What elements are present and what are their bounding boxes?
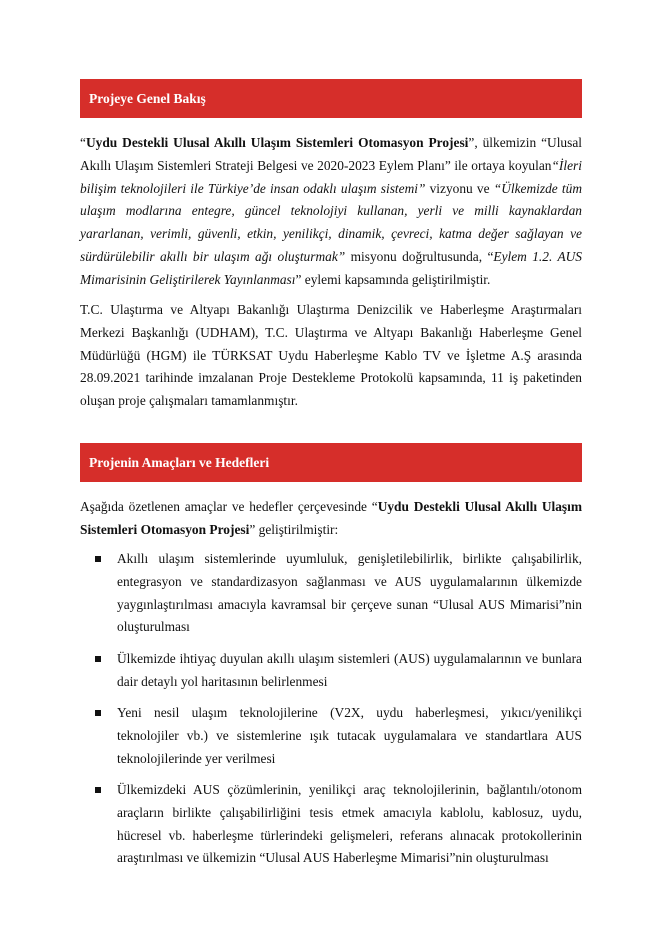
section-heading-goals [80, 443, 582, 482]
goals-list [80, 548, 582, 639]
list-item-text: Ülkemizde ihtiyaç duyulan akıllı ulaşım sistemleri (AUS) uygulamalarının ve bunlara dair detaylı yol haritasının belirlenmesi [117, 651, 582, 689]
section-heading-overview [80, 79, 582, 118]
list-item [80, 779, 582, 870]
overview-text-2: vizyonu ve [425, 180, 494, 196]
vision-text: “İleri bilişim teknolojileri ile Türkiye’de insan odaklı ulaşım sistemi” [80, 157, 582, 196]
list-item [80, 548, 582, 639]
goals-list-3 [80, 702, 582, 770]
goals-project-name: Uydu Destekli Ulusal Akıllı Ulaşım Sistemleri Otomasyon Projesi [80, 499, 582, 537]
list-item-text: Ülkemizdeki AUS çözümlerinin, yenilikçi araç teknolojilerinin, bağlantılı/otonom araçların birlikte çalışabilirliğini tesis etmek amacıyla kablolu, kablosuz, uydu, hücresel vb. haberleşme türlerindeki gelişmeleri, referans alınacak protokollerinin araştırılması ve ülkemizin “Ulusal AUS Haberleşme Mimarisi”nin oluşturulması [117, 782, 582, 866]
goals-intro-text-1: Aşağıda özetlenen amaçlar ve hedefler çerçevesinde “ [80, 499, 378, 514]
overview-text-4: ” eylemi kapsamında geliştirilmiştir. [295, 271, 491, 287]
section-heading-goals-text: Projenin Amaçları ve Hedefleri [89, 455, 270, 470]
bullet-square-icon [95, 556, 101, 562]
list-item-text: Akıllı ulaşım sistemlerinde uyumluluk, genişletilebilirlik, birlikte çalışabilirlik, entegrasyon ve standardizasyon sağlanması ve AUS uygulamalarının ülkemizde yaygınlaştırılması amacıyla kavramsal bir çerçeve sunan “Ulusal AUS Mimarisi”nin oluşturulması [117, 551, 582, 635]
list-item-text: Yeni nesil ulaşım teknolojilerine (V2X, uydu haberleşmesi, yıkıcı/yenilikçi teknolojiler vb.) ve sistemlerine ışık tutacak uygulamalara ve standartlara AUS teknolojilerinde yer verilmesi [117, 705, 582, 766]
section-heading-overview-text: Projeye Genel Bakış [89, 91, 206, 106]
quote-open: “ [80, 135, 86, 150]
overview-paragraph-1-text [80, 132, 582, 292]
overview-paragraph-2-text: T.C. Ulaştırma ve Altyapı Bakanlığı Ulaştırma Denizcilik ve Haberleşme Araştırmaları Merkezi Başkanlığı (UDHAM), T.C. Ulaştırma ve Altyapı Bakanlığı Haberleşme Genel Müdürlüğü (HGM) ile TÜRKSAT Uydu Haberleşme Kablo TV ve İşletme A.Ş arasında 28.09.2021 tarihinde imzalanan Proje Destekleme Protokolü kapsamında, 11 iş paketinden oluşan proje çalışmaları tamamlanmıştır. [80, 302, 582, 409]
bullet-square-icon [95, 787, 101, 793]
list-item [80, 702, 582, 770]
overview-paragraph-2 [80, 299, 582, 413]
goals-intro-paragraph [80, 496, 582, 542]
mission-text: “Ülkemizde tüm ulaşım modlarına entegre, güncel teknolojiyi kullanan, yerli ve milli kaynaklardan yararlanan, verimli, güvenli, etkin, yenilikçi, dinamik, çevreci, katma değer sağlayan ve sürdürülebilir akıllı bir ulaşım ağı oluşturmak” [80, 180, 582, 264]
overview-text-1: ”, ülkemizin “Ulusal Akıllı Ulaşım Sistemleri Strateji Belgesi ve 2020-2023 Eylem Planı” ile ortaya koyulan [80, 135, 582, 173]
action-text: Eylem 1.2. AUS Mimarisinin Geliştirilerek Yayınlanması [80, 248, 582, 287]
bullet-square-icon [95, 656, 101, 662]
list-item [80, 648, 582, 694]
goals-list-2 [80, 648, 582, 694]
goals-intro-text-2: ” geliştirilmiştir: [249, 521, 339, 537]
goals-list-4 [80, 779, 582, 870]
bullet-square-icon [95, 710, 101, 716]
overview-text-3: misyonu doğrultusunda, “ [345, 248, 494, 264]
goals-intro-text [80, 496, 582, 542]
overview-paragraph-1 [80, 132, 582, 292]
project-name: Uydu Destekli Ulusal Akıllı Ulaşım Sistemleri Otomasyon Projesi [85, 135, 469, 150]
